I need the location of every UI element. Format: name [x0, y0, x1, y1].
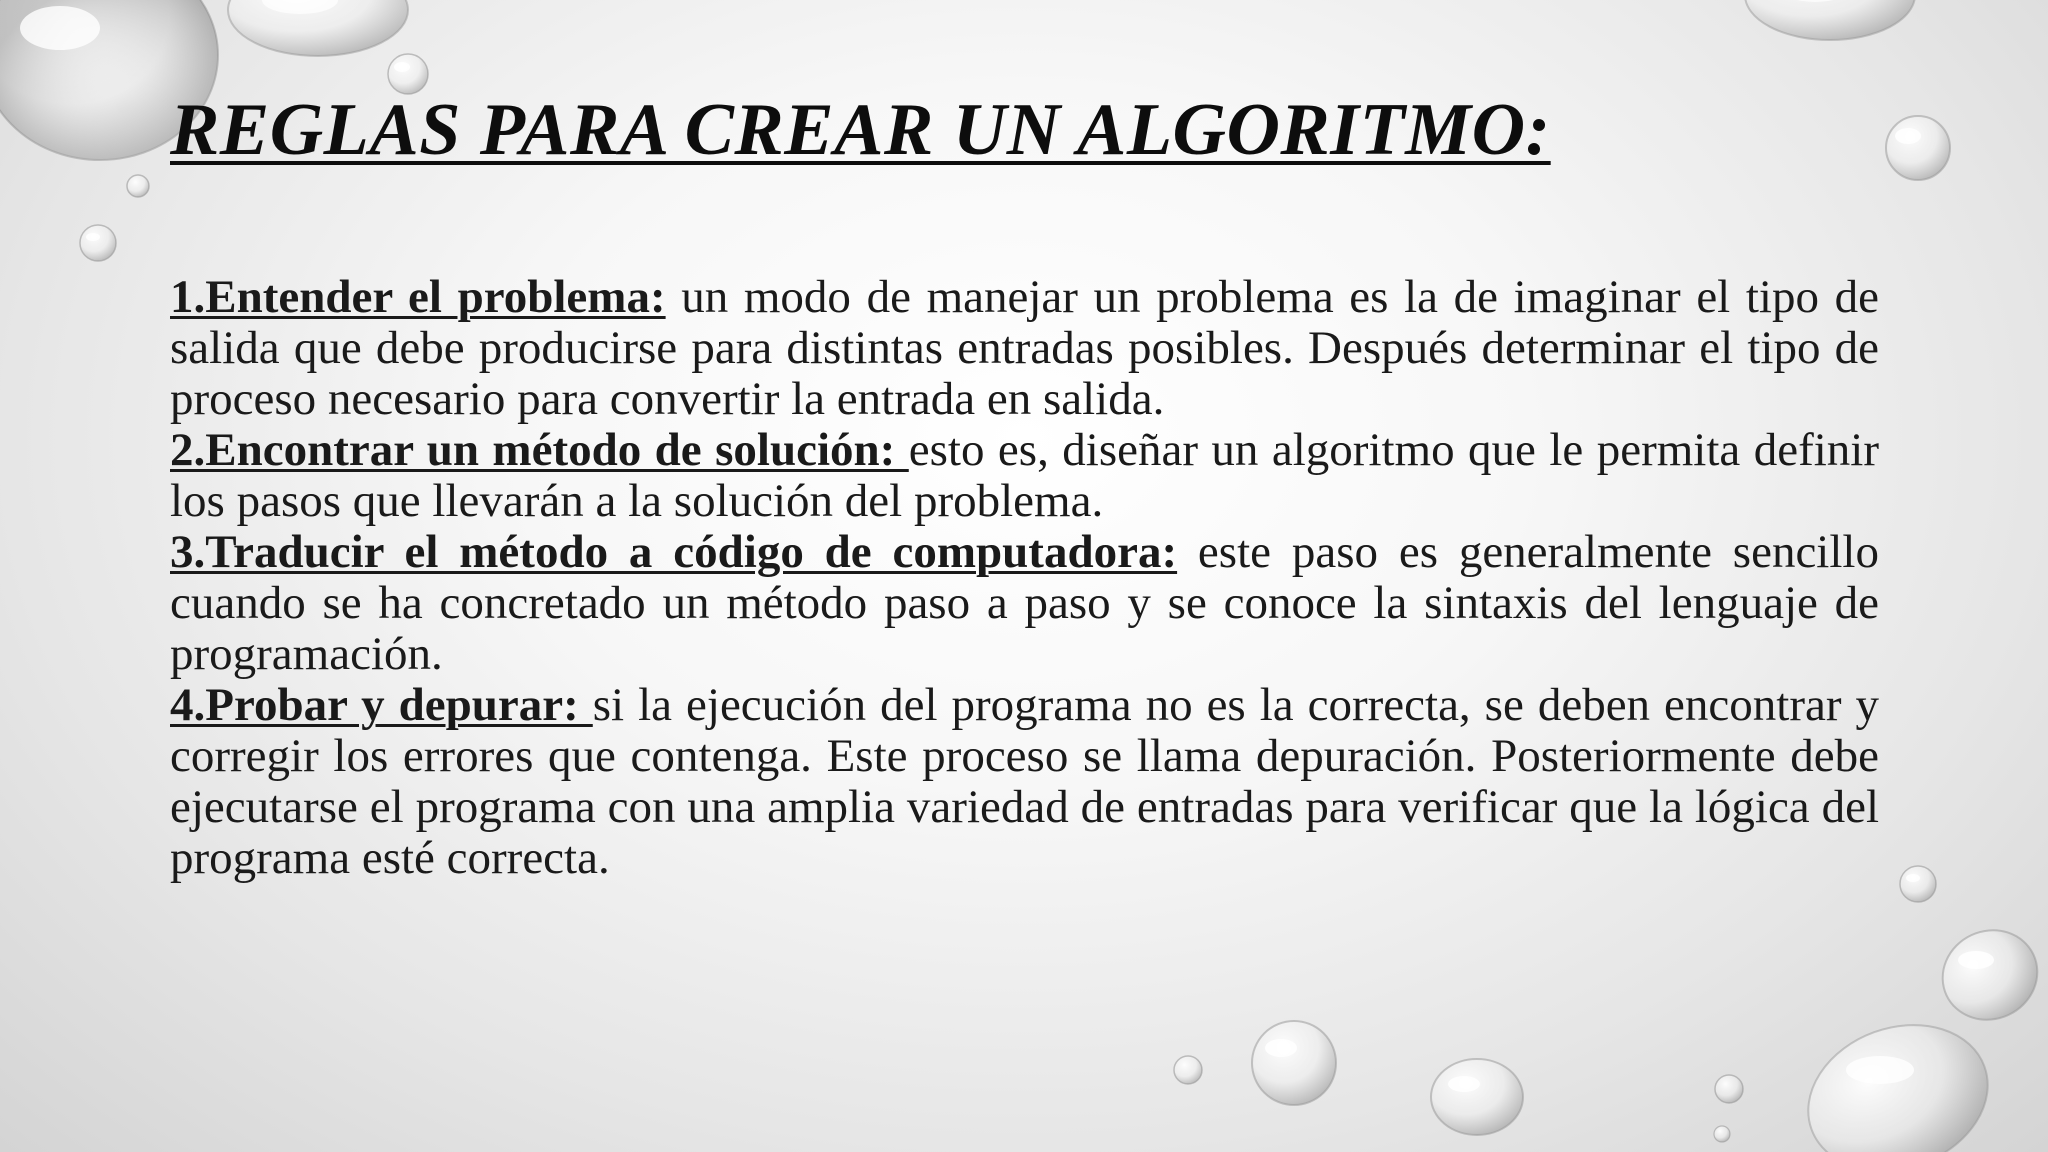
rule-heading: 3.Traducir el método a código de computadora:: [170, 526, 1178, 578]
water-drop: [1431, 1059, 1523, 1135]
water-drop: [1928, 915, 2048, 1035]
water-drop: [1745, 0, 1915, 40]
water-drop: [1174, 1056, 1202, 1084]
rule-heading: 4.Probar y depurar:: [170, 679, 593, 731]
water-drop: [80, 225, 116, 261]
rule-item: [170, 527, 1879, 680]
water-drop: [1900, 866, 1936, 902]
rule-text: si la ejecución del programa no es la correcta, se deben encontrar y corregir los errores que contenga. Este proceso se llama depuración. Posteriormente debe ejecutarse el programa con una amplia variedad de entradas para verificar que la lógica del programa esté correcta.: [170, 679, 1879, 884]
rule-heading: 1.Entender el problema:: [170, 271, 666, 323]
water-drop: [1714, 1126, 1730, 1142]
rule-item: [170, 680, 1879, 884]
rule-heading: 2.Encontrar un método de solución:: [170, 424, 909, 476]
water-drop: [1886, 116, 1950, 180]
rule-item: [170, 425, 1879, 527]
slide-title: REGLAS PARA CREAR UN ALGORITMO:: [170, 89, 1551, 171]
rule-item: [170, 272, 1879, 425]
water-drop: [228, 0, 408, 56]
water-drop: [127, 175, 149, 197]
water-drop: [1788, 1001, 2009, 1152]
water-drop: [1715, 1075, 1743, 1103]
rule-text: este paso es generalmente sencillo cuando se ha concretado un método paso a paso y se conoce la sintaxis del lenguaje de programación.: [170, 526, 1879, 680]
rules-list: [170, 272, 1879, 884]
water-drop: [1252, 1021, 1336, 1105]
rule-text: esto es, diseñar un algoritmo que le permita definir los pasos que llevarán a la solución del problema.: [170, 424, 1879, 527]
rule-text: un modo de manejar un problema es la de imaginar el tipo de salida que debe producirse para distintas entradas posibles. Después determinar el tipo de proceso necesario para convertir la entrada en salida.: [170, 271, 1879, 425]
